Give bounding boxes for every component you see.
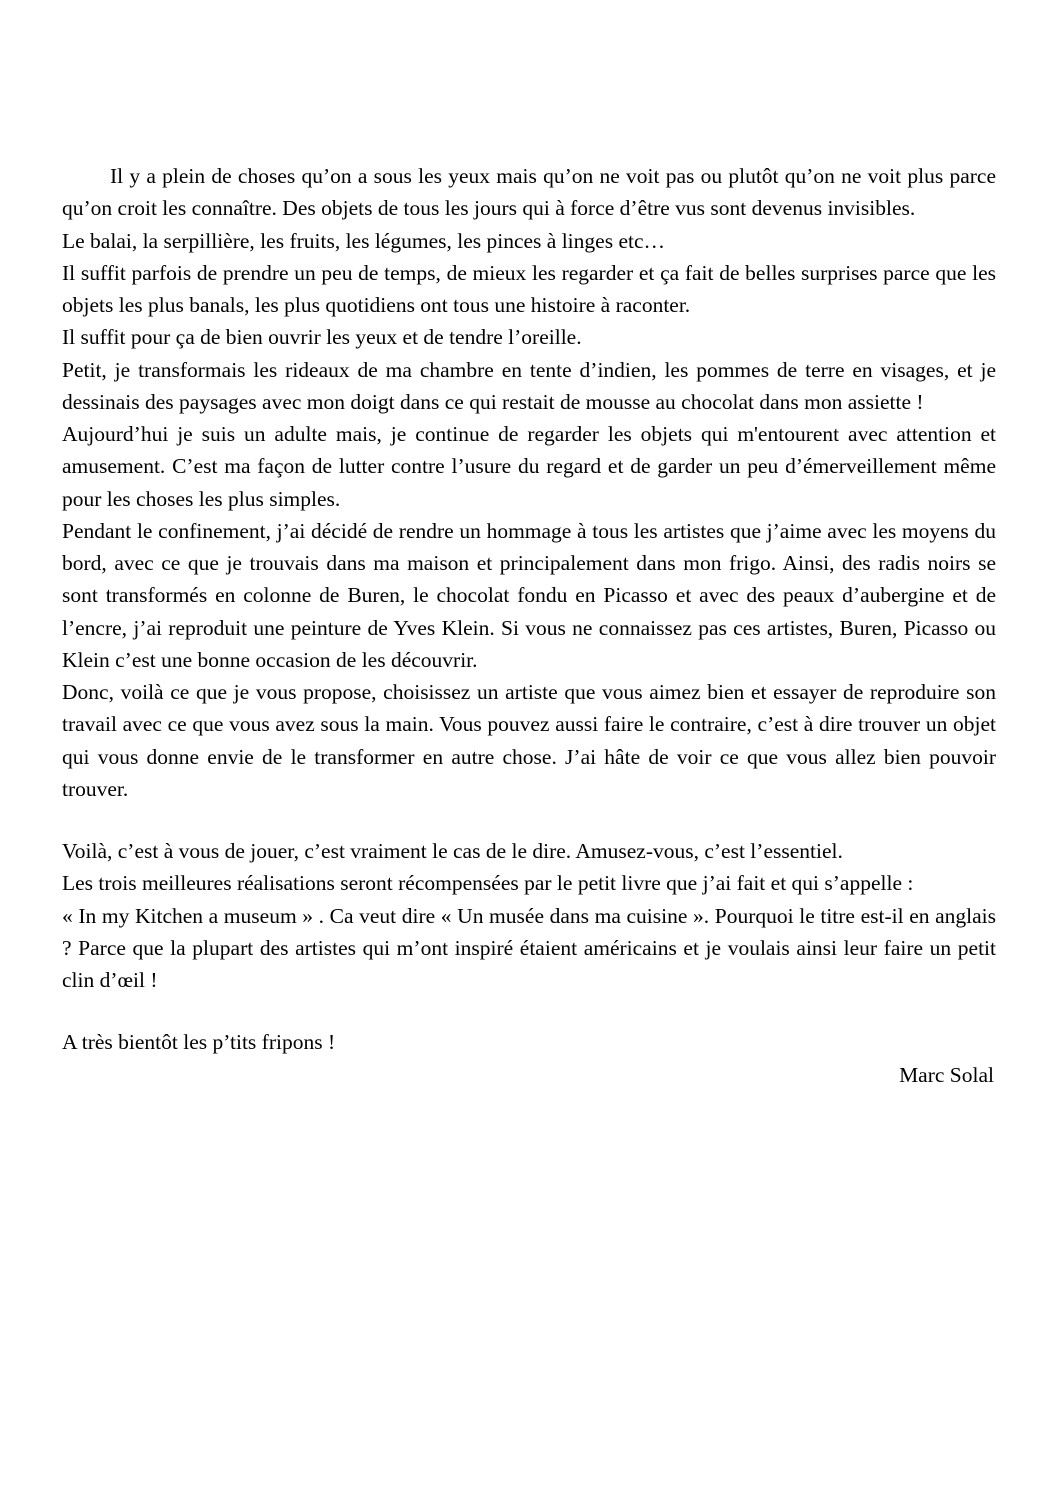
- document-body: [62, 160, 996, 1091]
- paragraph-ouvrir-les-yeux: Il suffit pour ça de bien ouvrir les yeux et de tendre l’oreille.: [62, 325, 582, 350]
- paragraph-spacer-2: [62, 996, 996, 1026]
- paragraph-adulte: Aujourd’hui je suis un adulte mais, je continue de regarder les objets qui m'entourent avec attention et amusement. C’est ma façon de lutter contre l’usure du regard et de garder un peu d’émerveillement même pour les choses les plus simples.: [62, 422, 996, 511]
- signature: Marc Solal: [899, 1062, 994, 1087]
- paragraph-spacer-1: [62, 805, 996, 835]
- paragraph-enfance: Petit, je transformais les rideaux de ma chambre en tente d’indien, les pommes de terre en visages, et je dessinais des paysages avec mon doigt dans ce qui restait de mousse au chocolat dans mon assiette !: [62, 357, 996, 414]
- paragraph-titre-livre: « In my Kitchen a museum » . Ca veut dire « Un musée dans ma cuisine ». Pourquoi le titre est-il en anglais ? Parce que la plupart des artistes qui m’ont inspiré étaient américains et je voulais ainsi leur faire un petit clin d’œil !: [62, 903, 996, 992]
- paragraph-surprises: Il suffit parfois de prendre un peu de temps, de mieux les regarder et ça fait de belles surprises parce que les objets les plus banals, les plus quotidiens ont tous une histoire à raconter.: [62, 260, 996, 317]
- paragraph-intro: Il y a plein de choses qu’on a sous les yeux mais qu’on ne voit pas ou plutôt qu’on ne voit plus parce qu’on croit les connaître. Des objets de tous les jours qui à force d’être vus sont devenus invisibles.: [62, 164, 996, 221]
- paragraph-confinement: Pendant le confinement, j’ai décidé de rendre un hommage à tous les artistes que j’aime avec les moyens du bord, avec ce que je trouvais dans ma maison et principalement dans mon frigo. Ainsi, des radis noirs se sont transformés en colonne de Buren, le chocolat fondu en Picasso et avec des peaux d’aubergine et de l’encre, j’ai reproduit une peinture de Yves Klein. Si vous ne connaissez pas ces artistes, Buren, Picasso ou Klein c’est une bonne occasion de les découvrir.: [62, 518, 996, 672]
- paragraph-closing: A très bientôt les p’tits fripons !: [62, 1030, 336, 1055]
- paragraph-objets-list: Le balai, la serpillière, les fruits, les légumes, les pinces à linges etc…: [62, 228, 665, 253]
- paragraph-recompense: Les trois meilleures réalisations seront récompensées par le petit livre que j’ai fait et qui s’appelle :: [62, 871, 914, 896]
- paragraph-a-vous-de-jouer: Voilà, c’est à vous de jouer, c’est vraiment le cas de le dire. Amusez-vous, c’est l’essentiel.: [62, 839, 843, 863]
- paragraph-proposition: Donc, voilà ce que je vous propose, choisissez un artiste que vous aimez bien et essayer de reproduire son travail avec ce que vous avez sous la main. Vous pouvez aussi faire le contraire, c’est à dire trouver un objet qui vous donne envie de le transformer en autre chose. J’ai hâte de voir ce que vous allez bien pouvoir trouver.: [62, 680, 996, 801]
